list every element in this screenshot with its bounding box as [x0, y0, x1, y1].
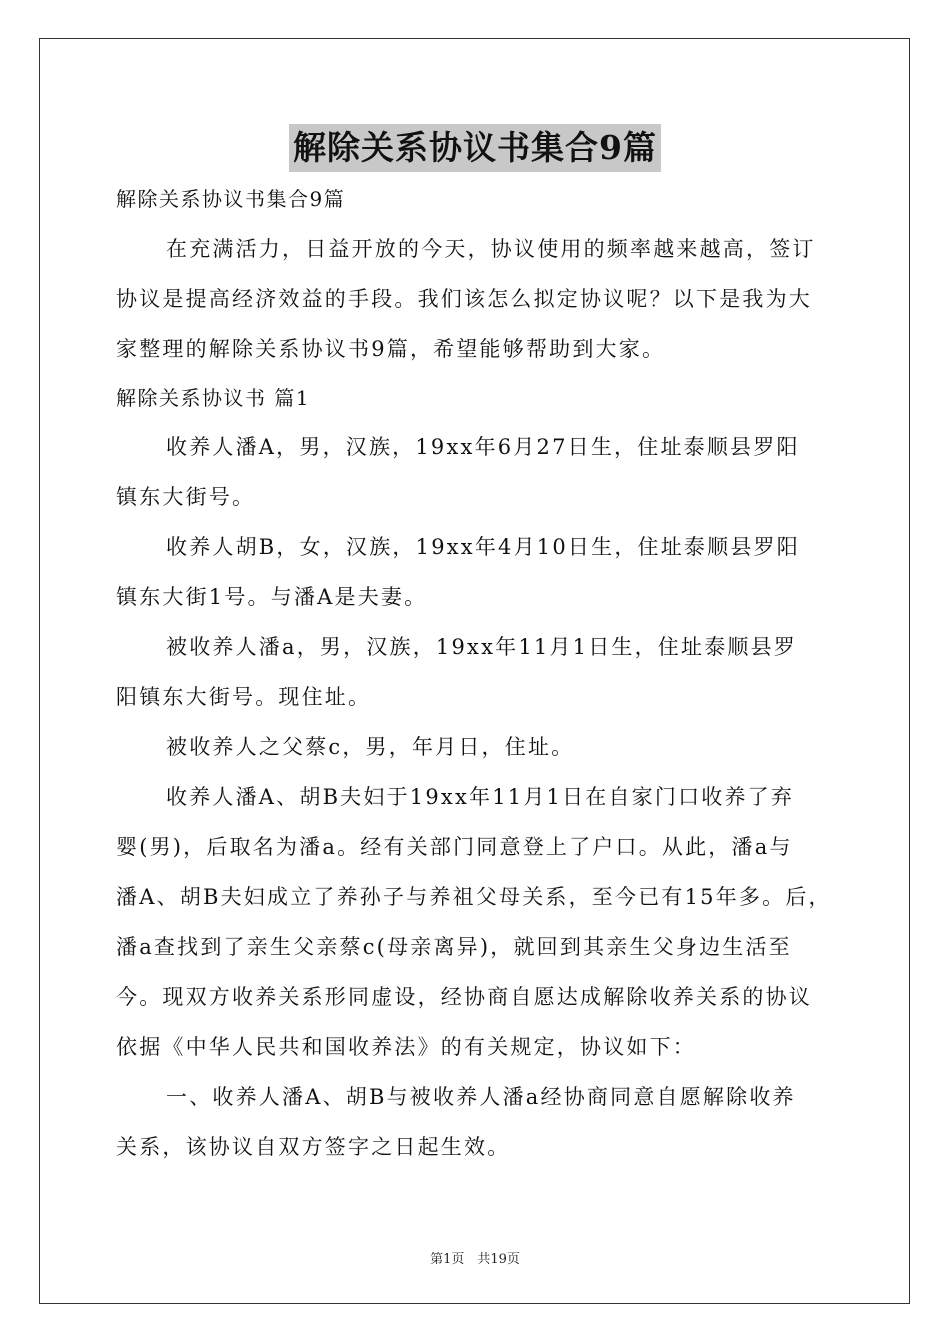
intro-paragraph: [116, 224, 836, 374]
page-number: 第1页 共19页: [430, 1252, 520, 1267]
text-line: 家整理的解除关系协议书9篇，希望能够帮助到大家。: [116, 337, 666, 361]
document-title: 解除关系协议书集合9篇: [289, 124, 661, 172]
text-line: 协议是提高经济效益的手段。我们该怎么拟定协议呢？以下是我为大: [116, 287, 812, 311]
paragraph-adopter-pan: [116, 422, 836, 522]
section-heading: 解除关系协议书 篇1: [116, 386, 311, 410]
paragraph-adoptee-father: [116, 722, 836, 772]
paragraph-clause-1: [116, 1072, 836, 1172]
text-line: 收养人潘A，男，汉族，19xx年6月27日生，住址泰顺县罗阳: [166, 435, 800, 459]
paragraph-background: [116, 772, 836, 1072]
text-line: 收养人潘A、胡B夫妇于19xx年11月1日在自家门口收养了弃: [166, 785, 795, 809]
text-line: 潘a查找到了亲生父亲蔡c(母亲离异)，就回到其亲生父身边生活至: [116, 935, 792, 959]
paragraph-adoptee: [116, 622, 836, 722]
text-line: 今。现双方收养关系形同虚设，经协商自愿达成解除收养关系的协议: [116, 985, 812, 1009]
text-line: 婴(男)，后取名为潘a。经有关部门同意登上了户口。从此，潘a与: [116, 835, 793, 859]
text-line: 在充满活力，日益开放的今天，协议使用的频率越来越高，签订: [166, 237, 816, 261]
text-line: 镇东大街1号。与潘A是夫妻。: [116, 585, 428, 609]
text-line: 潘A、胡B夫妇成立了养孙子与养祖父母关系，至今已有15年多。后，: [116, 885, 832, 909]
text-line: 收养人胡B，女，汉族，19xx年4月10日生，住址泰顺县罗阳: [166, 535, 800, 559]
text-line: 一、收养人潘A、胡B与被收养人潘a经协商同意自愿解除收养: [166, 1085, 796, 1109]
title-area: [0, 124, 950, 172]
document-subtitle: 解除关系协议书集合9篇: [116, 187, 346, 211]
text-line: 被收养人潘a，男，汉族，19xx年11月1日生，住址泰顺县罗: [166, 635, 798, 659]
paragraph-adopter-hu: [116, 522, 836, 622]
text-line: 阳镇东大街号。现住址。: [116, 685, 372, 709]
text-line: 依据《中华人民共和国收养法》的有关规定，协议如下：: [116, 1035, 696, 1059]
text-line: 被收养人之父蔡c，男，年月日，住址。: [166, 735, 575, 759]
text-line: 关系，该协议自双方签字之日起生效。: [116, 1135, 511, 1159]
text-line: 镇东大街号。: [116, 485, 256, 509]
document-body: [116, 178, 836, 1172]
